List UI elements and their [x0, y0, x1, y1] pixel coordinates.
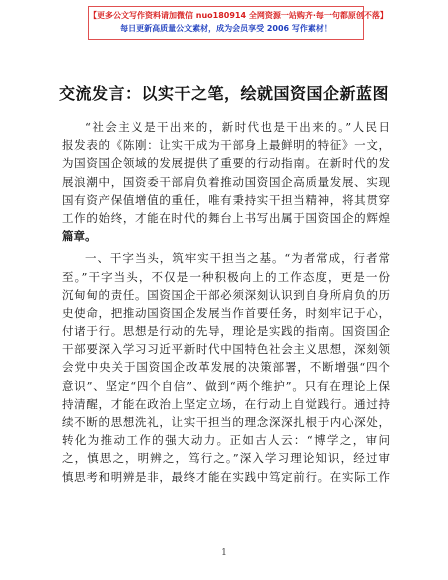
text-line: 慎思考和明辨是非，最终才能在实践中笃定前行。在实际工作 [62, 469, 390, 484]
text-line: 篇章。 [62, 229, 97, 244]
paragraph-1 [62, 118, 390, 245]
text-line: 沉甸甸的责任。国资国企干部必须深刻认识到自身所肩负的历 [62, 287, 390, 302]
text-line: 付诸于行。思想是行动的先导，理论是实践的指南。国资国企 [62, 324, 390, 339]
text-line: 报发表的《陈刚：让实干成为干部身上最鲜明的特征》一文， [62, 138, 390, 153]
text-line: 意识”、坚定“四个自信”、做到“两个维护”。只有在理论上保 [62, 378, 390, 393]
text-line: 工作的始终，才能在时代的舞台上书写出属于国资国企的辉煌 [62, 210, 390, 225]
text-line: 持清醒，才能在政治上坚定立场，在行动上自觉践行。通过持 [62, 396, 390, 411]
paragraph-2 [62, 249, 390, 485]
text-line: 一、干字当头，筑牢实干担当之基。“为者常成，行者常 [85, 251, 390, 266]
promo-banner-line-1: 【更多公文写作资料请加微信 nuo180914 全网资源一站购齐·每一句都原创不落】 [89, 11, 388, 20]
promo-banner-line-2: 每日更新高质量公文素材，成为会员享受 2006 写作素材！ [120, 24, 332, 33]
text-line: 至。”干字当头，不仅是一种积极向上的工作态度，更是一份 [62, 269, 390, 284]
text-line: 史使命，把推动国资国企发展当作首要任务，时刻牢记于心， [62, 305, 390, 320]
text-line: 国有资产保值增值的重任，唯有秉持实干担当精神，将其贯穿 [62, 192, 390, 207]
text-line: 会党中央关于国资国企改革发展的决策部署，不断增强“四个 [62, 360, 390, 375]
text-line: 展浪潮中，国资委干部肩负着推动国资国企高质量发展、实现 [62, 174, 390, 189]
text-line: “社会主义是干出来的，新时代也是干出来的。”人民日 [85, 120, 390, 134]
text-line: 续不断的思想洗礼，让实干担当的理念深深扎根于内心深处， [62, 415, 390, 429]
text-line: 干部要深入学习习近平新时代中国特色社会主义思想，深刻领 [62, 342, 390, 357]
text-line: 之，慎思之，明辨之，笃行之。”深入学习理论知识，经过审 [62, 451, 390, 466]
promo-banner [88, 6, 388, 40]
text-line: 转化为推动工作的强大动力。正如古人云：“博学之，审问 [62, 433, 390, 448]
text-line: 为国资国企领域的发展提供了重要的行动指南。在新时代的发 [62, 156, 390, 171]
page-number: 1 [221, 548, 227, 558]
document-body [62, 118, 390, 486]
document-title: 交流发言：以实干之笔，绘就国资国企新蓝图 [58, 84, 389, 103]
